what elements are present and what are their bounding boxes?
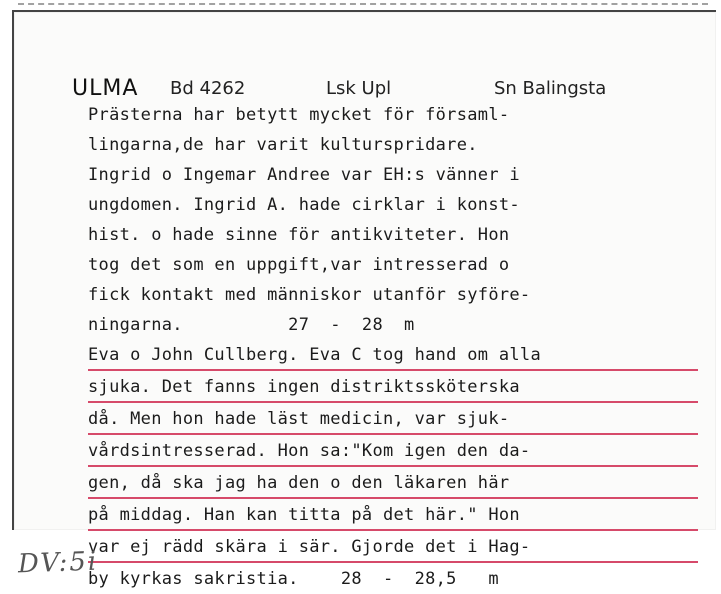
text-line: Ingrid o Ingemar Andree var EH:s vänner i bbox=[88, 165, 520, 185]
text-line: då. Men hon hade läst medicin, var sjuk- bbox=[88, 404, 698, 435]
text-line: vårdsintresserad. Hon sa:"Kom igen den da- bbox=[88, 436, 698, 467]
handwritten-mark: DV:5i bbox=[17, 546, 99, 580]
text-line: hist. o hade sinne för antikviteter. Hon bbox=[88, 225, 510, 245]
archive-name: ULMA bbox=[72, 76, 139, 101]
volume-number: Bd 4262 bbox=[170, 78, 246, 99]
text-line: gen, då ska jag ha den o den läkaren här bbox=[88, 468, 698, 499]
text-line: fick kontakt med människor utanför syföre- bbox=[88, 285, 531, 305]
text-line: Eva o John Cullberg. Eva C tog hand om alla bbox=[88, 340, 698, 371]
text-line: var ej rädd skära i sär. Gjorde det i Hag- bbox=[88, 532, 698, 563]
text-line: på middag. Han kan titta på det här." Hon bbox=[88, 500, 698, 531]
parish-name: Sn Balingsta bbox=[494, 78, 607, 99]
text-line: by kyrkas sakristia. 28 - 28,5 m bbox=[88, 569, 499, 589]
text-line: Prästerna har betytt mycket för församl- bbox=[88, 105, 510, 125]
county-code: Lsk Upl bbox=[326, 78, 392, 99]
text-line: ningarna. 27 - 28 m bbox=[88, 315, 415, 335]
perforation-edge bbox=[18, 3, 708, 5]
card-text bbox=[88, 100, 698, 594]
text-line: ungdomen. Ingrid A. hade cirklar i konst- bbox=[88, 195, 520, 215]
text-line: sjuka. Det fanns ingen distriktssköterska bbox=[88, 372, 698, 403]
text-line: tog det som en uppgift,var intresserad o bbox=[88, 255, 510, 275]
text-line: lingarna,de har varit kulturspridare. bbox=[88, 135, 478, 155]
